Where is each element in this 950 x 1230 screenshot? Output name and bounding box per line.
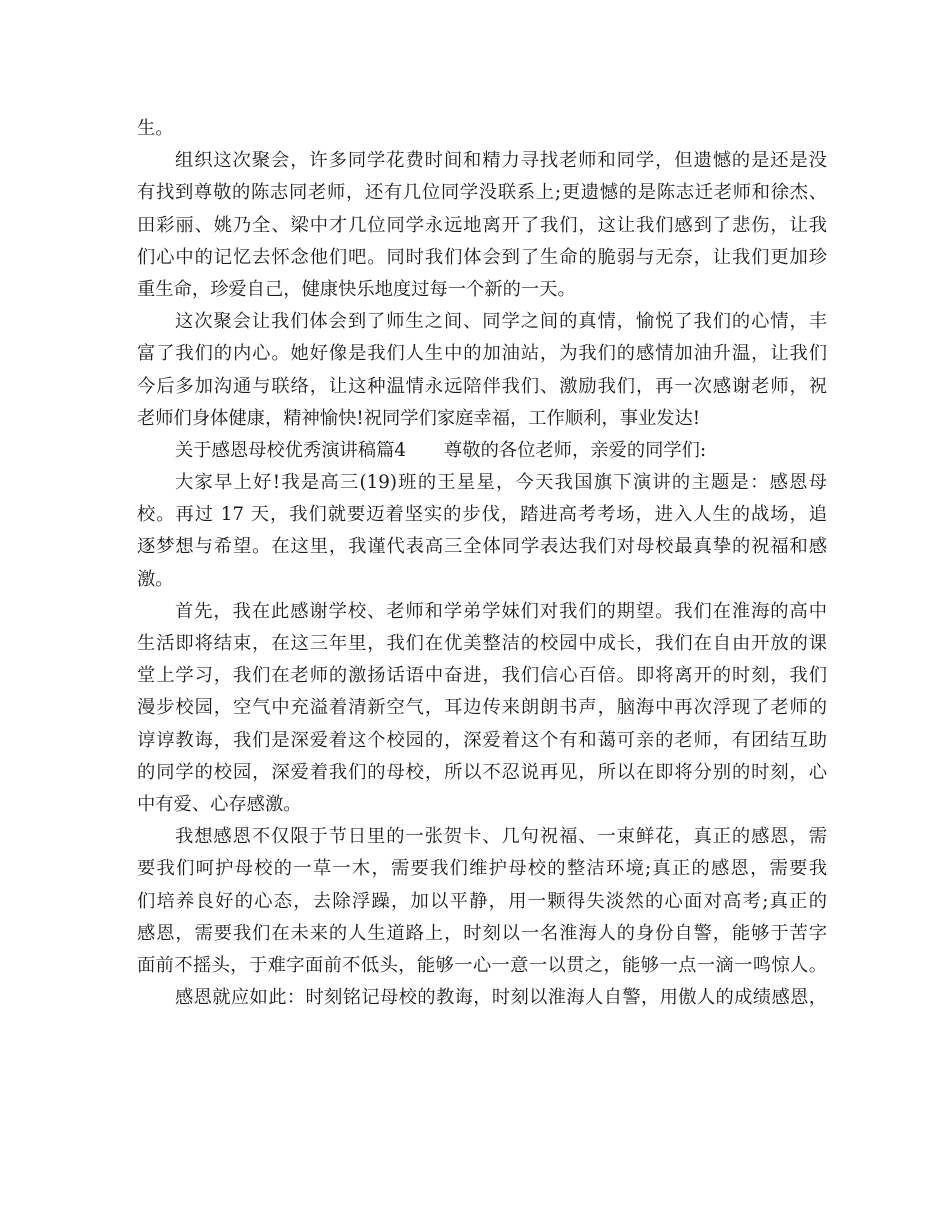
paragraph-first-line: 这次聚会让我们体会到了师生之间、同学之间的真情，愉悦了我们的心情，丰 (175, 311, 827, 333)
section-heading-line (137, 435, 827, 467)
text-line: 激。 (137, 568, 174, 590)
paragraph-first-line: 感恩就应如此：时刻铭记母校的教诲，时刻以淮海人自警，用傲人的成绩感恩， (175, 987, 827, 1009)
text-line: 堂上学习，我们在老师的激扬话语中奋进，我们信心百倍。即将离开的时刻，我们 (137, 665, 827, 687)
text-line: 校。再过 17 天，我们就要迈着坚实的步伐，踏进高考考场，进入人生的战场，追 (137, 504, 827, 526)
text-line: 漫步校园，空气中充溢着清新空气，耳边传来朗朗书声，脑海中再次浮现了老师的 (137, 697, 827, 719)
document-body (137, 113, 827, 1014)
text-line: 的同学的校园，深爱着我们的母校，所以不忍说再见，所以在即将分别的时刻，心 (137, 761, 827, 783)
text-line: 要我们呵护母校的一草一木，需要我们维护母校的整洁环境;真正的感恩，需要我 (137, 858, 827, 880)
paragraph-first-line: 首先，我在此感谢学校、老师和学弟学妹们对我们的期望。我们在淮海的高中 (175, 600, 827, 622)
paragraph-first-line: 我想感恩不仅限于节日里的一张贺卡、几句祝福、一束鲜花，真正的感恩，需 (175, 826, 827, 848)
text-line: 今后多加沟通与联络，让这种温情永远陪伴我们、激励我们，再一次感谢老师，祝 (137, 375, 827, 397)
text-line: 们心中的记忆去怀念他们吧。同时我们体会到了生命的脆弱与无奈，让我们更加珍 (137, 246, 827, 268)
salutation: 尊敬的各位老师，亲爱的同学们: (444, 439, 707, 461)
text-line: 中有爱、心存感激。 (137, 793, 302, 815)
text-line: 重生命，珍爱自己，健康快乐地度过每一个新的一天。 (137, 278, 576, 300)
text-line: 有找到尊敬的陈志同老师，还有几位同学没联系上;更遗憾的是陈志迁老师和徐杰、 (137, 182, 827, 204)
text-line: 生。 (137, 118, 174, 139)
text-line: 田彩丽、姚乃全、梁中才几位同学永远地离开了我们，这让我们感到了悲伤，让我 (137, 214, 827, 236)
paragraph-first-line: 大家早上好!我是高三(19)班的王星星，今天我国旗下演讲的主题是：感恩母 (175, 472, 827, 494)
text-line: 富了我们的内心。她好像是我们人生中的加油站，为我们的感情加油升温，让我们 (137, 343, 827, 365)
text-line: 面前不摇头，于难字面前不低头，能够一心一意一以贯之，能够一点一滴一鸣惊人。 (137, 954, 827, 976)
text-line: 生活即将结束，在这三年里，我们在优美整洁的校园中成长，我们在自由开放的课 (137, 633, 827, 654)
section-heading: 关于感恩母校优秀演讲稿篇4 (175, 439, 407, 461)
text-line: 感恩，需要我们在未来的人生道路上，时刻以一名淮海人的身份自警，能够于苦字 (137, 922, 827, 944)
text-line: 逐梦想与希望。在这里，我谨代表高三全体同学表达我们对母校最真挚的祝福和感 (137, 536, 827, 558)
text-line: 谆谆教诲，我们是深爱着这个校园的，深爱着这个有和蔼可亲的老师，有团结互助 (137, 729, 827, 751)
text-line: 们培养良好的心态，去除浮躁，加以平静，用一颗得失淡然的心面对高考;真正的 (137, 890, 827, 912)
text-line: 老师们身体健康，精神愉快!祝同学们家庭幸福，工作顺利，事业发达! (137, 407, 701, 429)
paragraph-first-line: 组织这次聚会，许多同学花费时间和精力寻找老师和同学，但遗憾的是还是没 (175, 150, 827, 172)
